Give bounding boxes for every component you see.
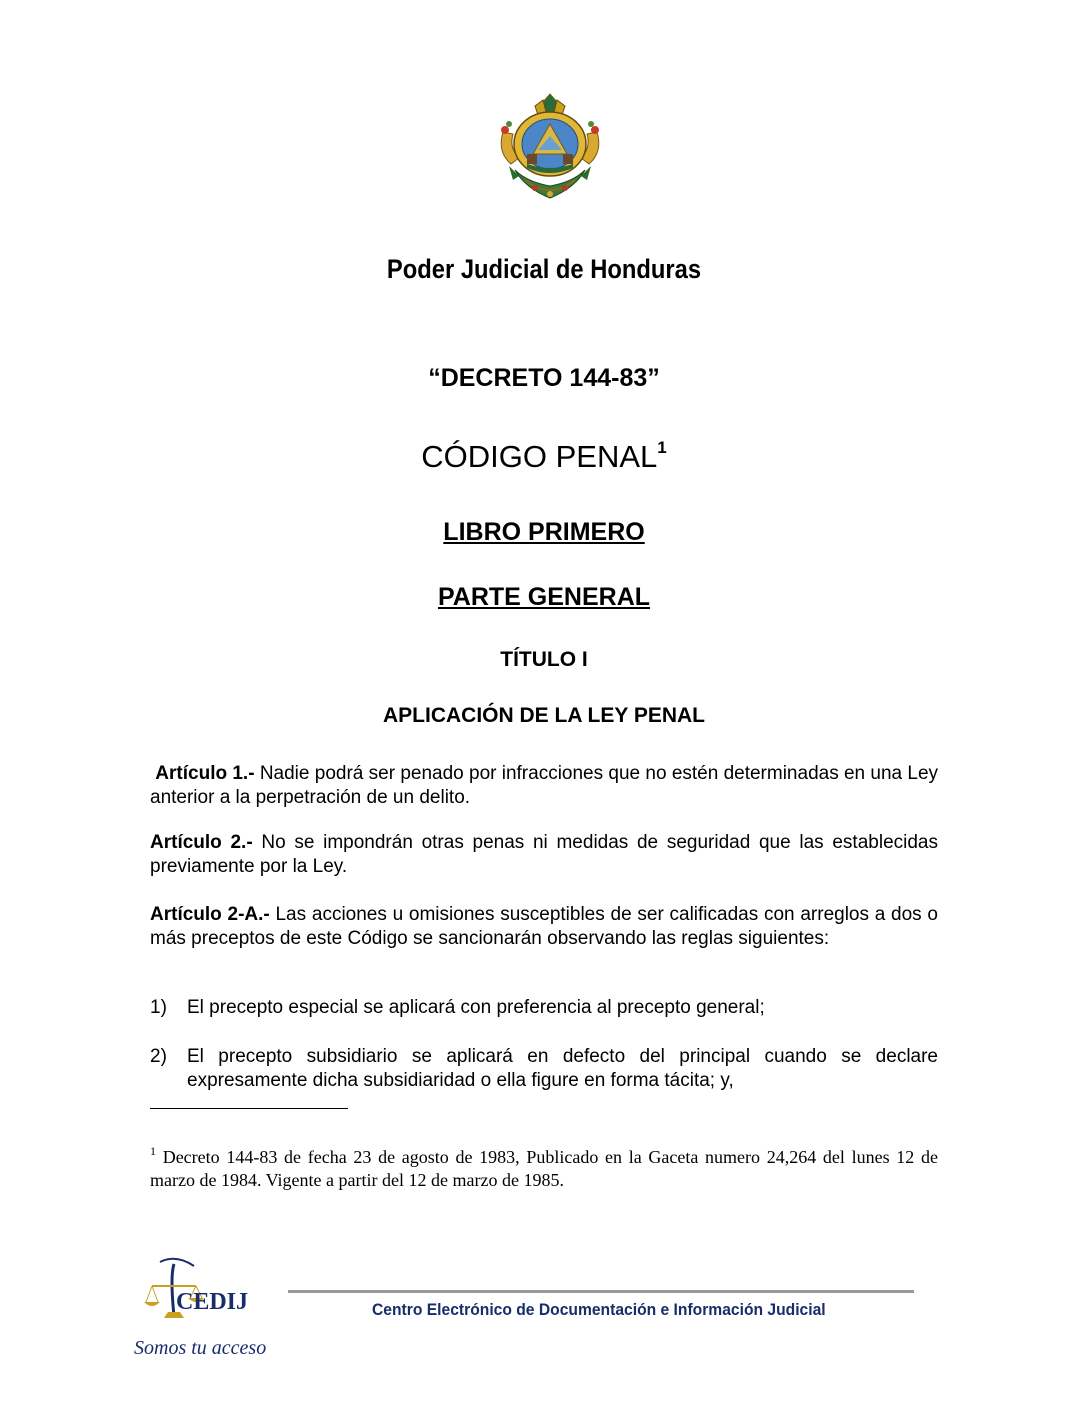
article-label: Artículo 2.- [150, 832, 253, 853]
code-title [0, 438, 1088, 475]
rule-number: 2) [150, 1046, 167, 1067]
court-name: Poder Judicial de Honduras [386, 254, 702, 284]
article-2a [150, 903, 938, 951]
part-heading: PARTE GENERAL [437, 583, 651, 611]
rule-number: 1) [150, 997, 167, 1018]
code-title-text: CÓDIGO PENAL [421, 439, 658, 474]
logo-tagline: Somos tu acceso [134, 1337, 267, 1359]
center-name: Centro Electrónico de Documentación e Información Judicial [372, 1300, 826, 1319]
rule-text: El precepto especial se aplicará con preferencia al precepto general; [187, 997, 765, 1018]
article-text: Las acciones u omisiones susceptibles de ser calificadas con arreglos a dos o más preceptos de este Código se sancionarán observando las reglas siguientes: [150, 904, 938, 949]
rule-text: El precepto subsidiario se aplicará en defecto del principal cuando se declare expresamente dicha subsidiaridad o ella figure en forma tácita; y, [187, 1046, 938, 1091]
article-label: Artículo 2-A.- [150, 904, 270, 925]
article-1 [150, 762, 938, 810]
title-name: APLICACIÓN DE LA LEY PENAL [382, 704, 706, 727]
decree-number: “DECRETO 144-83” [428, 364, 660, 392]
article-text: No se impondrán otras penas ni medidas de seguridad que las establecidas previamente por la Ley. [150, 832, 938, 877]
article-text: Nadie podrá ser penado por infracciones que no estén determinadas en una Ley anterior a la perpetración de un delito. [150, 763, 939, 808]
coat-of-arms-icon [495, 92, 605, 204]
footnote-ref: 1 [657, 438, 667, 457]
footnote-text: Decreto 144-83 de fecha 23 de agosto de 1983, Publicado en la Gaceta numero 24,264 del lunes 12 de marzo de 1984. Vigente a partir del 12 de marzo de 1985. [150, 1147, 938, 1190]
footnote [150, 1140, 938, 1192]
cedij-logo-icon [130, 1256, 290, 1362]
book-heading: LIBRO PRIMERO [443, 518, 645, 546]
article-2 [150, 831, 938, 879]
title-heading: TÍTULO I [500, 648, 588, 671]
rule-item [150, 1045, 938, 1093]
footnote-number: 1 [150, 1144, 156, 1158]
footer-rule [288, 1290, 914, 1293]
footnote-separator [150, 1108, 348, 1109]
article-label: Artículo 1.- [155, 763, 255, 784]
logo-text: CEDIJ [176, 1289, 249, 1315]
rule-item [150, 996, 938, 1020]
